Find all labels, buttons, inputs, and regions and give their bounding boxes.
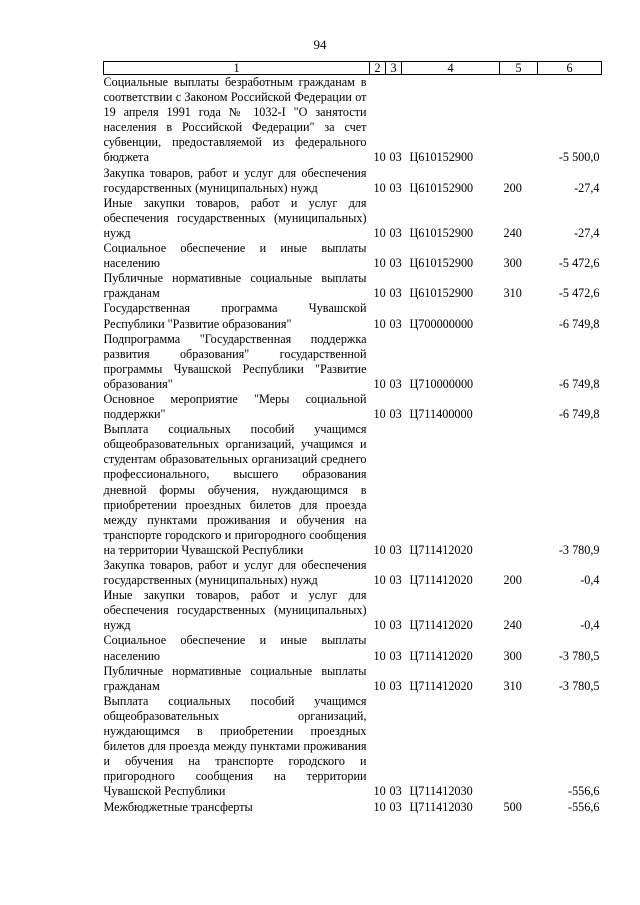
row-section: 10 bbox=[373, 573, 386, 588]
row-expense-type bbox=[500, 75, 538, 166]
column-header: 5 bbox=[500, 62, 538, 75]
row-name: Выплата социальных пособий учащимся общеобразовательных организаций, учащимся и студентам образовательных организаций среднего профессионального, высшего образования дневной формы обучения, нуждающимся в приобретении проездных билетов для проезда между пунктами проживания и обучения на транспорте городского и пригородного сообщения на территории Чувашской Республики bbox=[103, 422, 367, 557]
table-row bbox=[104, 664, 602, 694]
column-header: 6 bbox=[538, 62, 602, 75]
row-amount: -27,4 bbox=[574, 180, 600, 195]
row-expense-type bbox=[500, 332, 538, 392]
row-target-code: Ц711412030 bbox=[409, 799, 473, 814]
row-name: Иные закупки товаров, работ и услуг для обеспечения государственных (муниципальных) нужд bbox=[103, 195, 367, 240]
row-amount: -0,4 bbox=[580, 573, 600, 588]
table-row bbox=[104, 241, 602, 271]
row-amount: -6 749,8 bbox=[558, 407, 600, 422]
row-expense-type: 200 bbox=[503, 180, 522, 195]
table-body bbox=[104, 75, 602, 815]
row-amount: -5 500,0 bbox=[558, 150, 600, 165]
row-subsection: 03 bbox=[389, 376, 402, 391]
column-header: 2 bbox=[370, 62, 386, 75]
table-row bbox=[104, 633, 602, 663]
row-target-code: Ц711412030 bbox=[409, 784, 473, 799]
row-section: 10 bbox=[373, 648, 386, 663]
row-target-code: Ц610152900 bbox=[409, 150, 474, 165]
row-expense-type: 200 bbox=[503, 573, 522, 588]
table-row bbox=[104, 588, 602, 633]
row-amount: -3 780,9 bbox=[558, 542, 600, 557]
row-target-code: Ц711412020 bbox=[409, 618, 473, 633]
table-row bbox=[104, 75, 602, 166]
row-name: Публичные нормативные социальные выплаты гражданам bbox=[103, 663, 367, 693]
row-subsection: 03 bbox=[389, 542, 402, 557]
row-name: Социальное обеспечение и иные выплаты населению bbox=[103, 633, 367, 663]
page-number: 94 bbox=[313, 37, 327, 52]
row-name: Подпрограмма "Государственная поддержка развития образования" государственной программы Чувашской Республики "Развитие образования" bbox=[103, 331, 367, 391]
row-section: 10 bbox=[373, 150, 386, 165]
row-subsection: 03 bbox=[389, 316, 402, 331]
row-section: 10 bbox=[373, 618, 386, 633]
row-section: 10 bbox=[373, 180, 386, 195]
row-name: Закупка товаров, работ и услуг для обеспечения государственных (муниципальных) нужд bbox=[103, 558, 367, 588]
row-amount: -6 749,8 bbox=[558, 316, 600, 331]
row-name: Основное мероприятие "Меры социальной поддержки" bbox=[103, 391, 367, 422]
row-name: Социальное обеспечение и иные выплаты населению bbox=[103, 241, 367, 271]
row-section: 10 bbox=[373, 407, 386, 422]
row-target-code: Ц700000000 bbox=[409, 316, 474, 331]
table-row bbox=[104, 271, 602, 301]
row-target-code: Ц711412020 bbox=[409, 678, 473, 693]
column-header: 3 bbox=[386, 62, 402, 75]
row-target-code: Ц711412020 bbox=[409, 573, 473, 588]
row-section: 10 bbox=[373, 286, 386, 301]
row-subsection: 03 bbox=[389, 180, 402, 195]
row-amount: -6 749,8 bbox=[558, 376, 600, 391]
row-amount: -0,4 bbox=[580, 618, 600, 633]
row-subsection: 03 bbox=[389, 407, 402, 422]
row-section: 10 bbox=[373, 225, 386, 240]
row-target-code: Ц610152900 bbox=[409, 180, 474, 195]
header-row bbox=[104, 62, 602, 75]
row-target-code: Ц610152900 bbox=[409, 256, 474, 271]
table-row bbox=[104, 301, 602, 331]
table-row bbox=[104, 332, 602, 392]
row-amount: -5 472,6 bbox=[558, 256, 600, 271]
row-subsection: 03 bbox=[389, 256, 402, 271]
row-amount: -27,4 bbox=[574, 225, 600, 240]
row-name: Иные закупки товаров, работ и услуг для обеспечения государственных (муниципальных) нужд bbox=[103, 588, 367, 633]
table-row bbox=[104, 694, 602, 800]
row-expense-type bbox=[500, 301, 538, 331]
row-subsection: 03 bbox=[389, 150, 402, 165]
table-row bbox=[104, 196, 602, 241]
row-section: 10 bbox=[373, 316, 386, 331]
table-row bbox=[104, 422, 602, 558]
row-name: Закупка товаров, работ и услуг для обеспечения государственных (муниципальных) нужд bbox=[103, 165, 367, 195]
row-name: Социальные выплаты безработным гражданам в соответствии с Законом Российской Федерации от 19 апреля 1991 года № 1032-I "О занятости населения в Российской Федерации" за счет субвенции, предоставляемой из федерального бюджета bbox=[103, 75, 367, 165]
table-row bbox=[104, 166, 602, 196]
row-expense-type: 500 bbox=[503, 799, 522, 814]
row-subsection: 03 bbox=[389, 678, 402, 693]
row-section: 10 bbox=[373, 542, 386, 557]
row-amount: -5 472,6 bbox=[558, 286, 600, 301]
row-name: Выплата социальных пособий учащимся общеобразовательных организаций, нуждающимся в приобретении проездных билетов для проезда между пунктами проживания и обучения на транспорте городского и пригородного сообщения на территории Чувашской Республики bbox=[103, 693, 367, 799]
row-expense-type bbox=[500, 422, 538, 558]
budget-table bbox=[103, 61, 602, 815]
row-expense-type: 310 bbox=[503, 286, 522, 301]
row-subsection: 03 bbox=[389, 799, 402, 814]
row-expense-type: 300 bbox=[503, 256, 522, 271]
table-row bbox=[104, 392, 602, 422]
row-expense-type bbox=[500, 392, 538, 422]
row-subsection: 03 bbox=[389, 784, 402, 799]
row-expense-type: 310 bbox=[503, 678, 522, 693]
row-target-code: Ц610152900 bbox=[409, 286, 474, 301]
row-amount: -3 780,5 bbox=[558, 678, 600, 693]
table-row bbox=[104, 800, 602, 815]
row-subsection: 03 bbox=[389, 573, 402, 588]
row-expense-type bbox=[500, 694, 538, 800]
row-amount: -3 780,5 bbox=[558, 648, 600, 663]
row-target-code: Ц610152900 bbox=[409, 225, 474, 240]
row-subsection: 03 bbox=[389, 648, 402, 663]
row-subsection: 03 bbox=[389, 618, 402, 633]
row-section: 10 bbox=[373, 784, 386, 799]
table-row bbox=[104, 558, 602, 588]
row-target-code: Ц711412020 bbox=[409, 648, 473, 663]
column-header: 4 bbox=[402, 62, 500, 75]
row-amount: -556,6 bbox=[568, 799, 600, 814]
row-section: 10 bbox=[373, 678, 386, 693]
row-subsection: 03 bbox=[389, 286, 402, 301]
row-expense-type: 240 bbox=[503, 618, 522, 633]
row-target-code: Ц711412020 bbox=[409, 542, 473, 557]
row-amount: -556,6 bbox=[568, 784, 600, 799]
row-target-code: Ц710000000 bbox=[409, 376, 474, 391]
row-section: 10 bbox=[373, 256, 386, 271]
row-section: 10 bbox=[373, 376, 386, 391]
row-subsection: 03 bbox=[389, 225, 402, 240]
row-section: 10 bbox=[373, 799, 386, 814]
row-expense-type: 300 bbox=[503, 648, 522, 663]
row-name: Государственная программа Чувашской Республики "Развитие образования" bbox=[103, 301, 367, 331]
row-target-code: Ц711400000 bbox=[409, 407, 473, 422]
row-name: Публичные нормативные социальные выплаты гражданам bbox=[103, 271, 367, 301]
row-name: Межбюджетные трансферты bbox=[103, 799, 253, 814]
row-expense-type: 240 bbox=[503, 225, 522, 240]
column-header: 1 bbox=[104, 62, 370, 75]
